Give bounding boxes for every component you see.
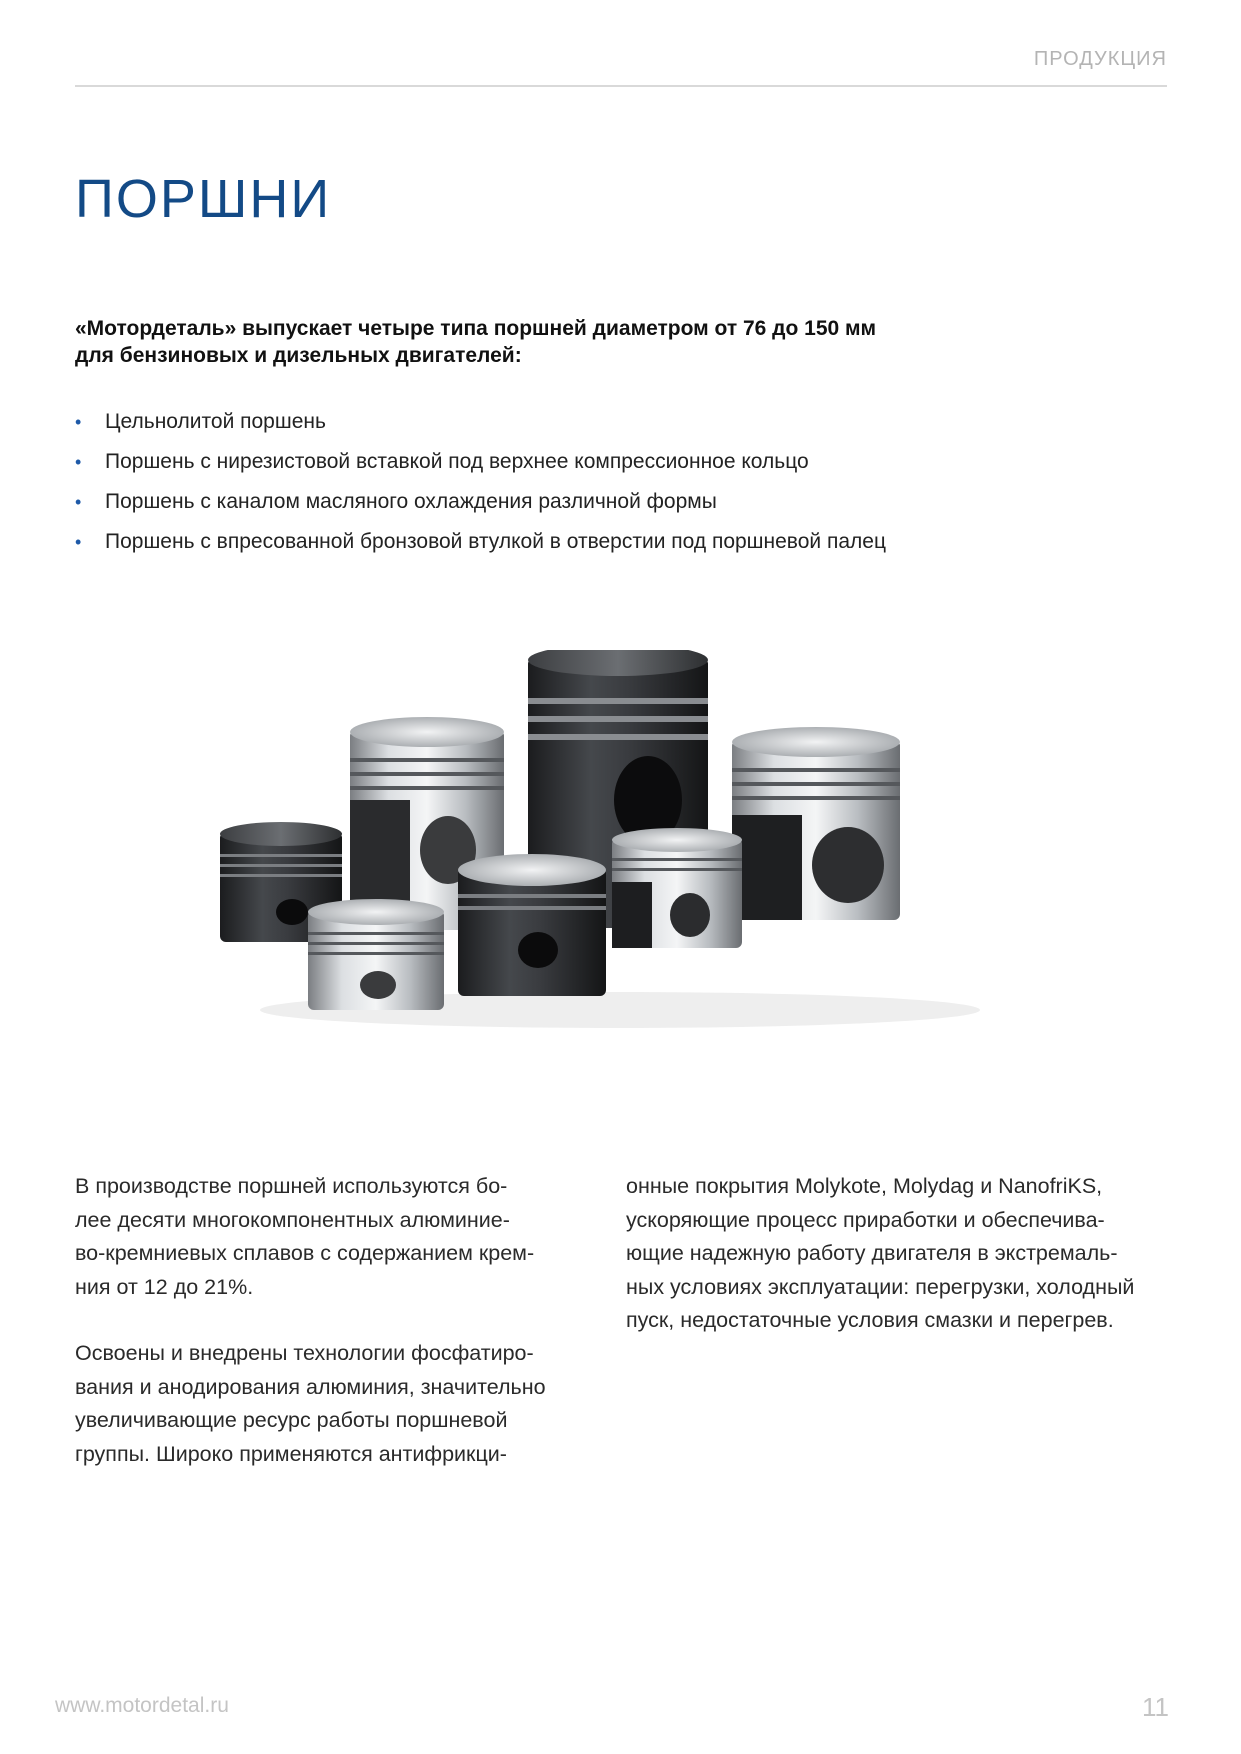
body-paragraph-2 [75,1337,590,1471]
header-divider [75,85,1167,87]
body-line: ных условиях эксплуатации: перегрузки, холодный [626,1274,1135,1299]
body-paragraph-1 [75,1170,590,1304]
page-number: 11 [1142,1692,1169,1722]
section-label: ПРОДУКЦИЯ [1033,48,1167,70]
page-title: ПОРШНИ [75,169,332,229]
body-line: во-кремниевых сплавов с содержанием крем- [75,1241,535,1265]
body-paragraph-3 [626,1170,1141,1338]
list-item-text: Поршень с каналом масляного охлаждения различной формы [105,490,717,513]
piston-right-silver [732,727,900,920]
list-item-text: Поршень с впресованной бронзовой втулкой в отверстии под поршневой палец [105,530,886,553]
body-line: ющие надежную работу двигателя в экстремаль- [626,1241,1118,1265]
piston-medium-mixed [612,828,742,948]
list-item-text: Поршень с нирезистовой вставкой под верхнее компрессионное кольцо [105,450,809,473]
body-column-right [626,1170,1141,1371]
body-line: Освоены и внедрены технологии фосфатиро- [75,1341,534,1365]
bullet-icon: • [75,452,82,472]
piston-types-list [75,404,886,564]
lead-line-2: для бензиновых и дизельных двигателей: [75,344,522,367]
pistons-photo [220,650,1020,1070]
body-line: увеличивающие ресурс работы поршневой [75,1408,508,1432]
body-line: пуск, недостаточные условия смазки и перегрев. [626,1308,1114,1332]
piston-center-dark [458,854,606,996]
list-item [75,404,886,444]
list-item [75,444,886,484]
body-column-left [75,1170,590,1504]
body-line: ния от 12 до 21%. [75,1274,254,1299]
body-line: лее десяти многокомпонентных алюминие- [75,1207,510,1232]
body-line: В производстве поршней используются бо- [75,1174,508,1198]
list-item [75,524,886,564]
body-line: онные покрытия Molykote, Molydag и NanofriKS, [626,1174,1103,1198]
footer-website: www.motordetal.ru [55,1694,229,1717]
body-line: группы. Широко применяются антифрикци- [75,1441,507,1466]
bullet-icon: • [75,532,82,552]
body-line: ускоряющие процесс приработки и обеспечива- [626,1207,1105,1232]
lead-line-1: «Мотордеталь» выпускает четыре типа поршней диаметром от 76 до 150 мм [75,317,877,340]
list-item [75,484,886,524]
bullet-icon: • [75,412,82,432]
body-line: вания и анодирования алюминия, значительно [75,1374,546,1399]
piston-small-silver [308,899,444,1010]
lead-paragraph [75,315,975,369]
bullet-icon: • [75,492,82,512]
list-item-text: Цельнолитой поршень [105,410,326,433]
